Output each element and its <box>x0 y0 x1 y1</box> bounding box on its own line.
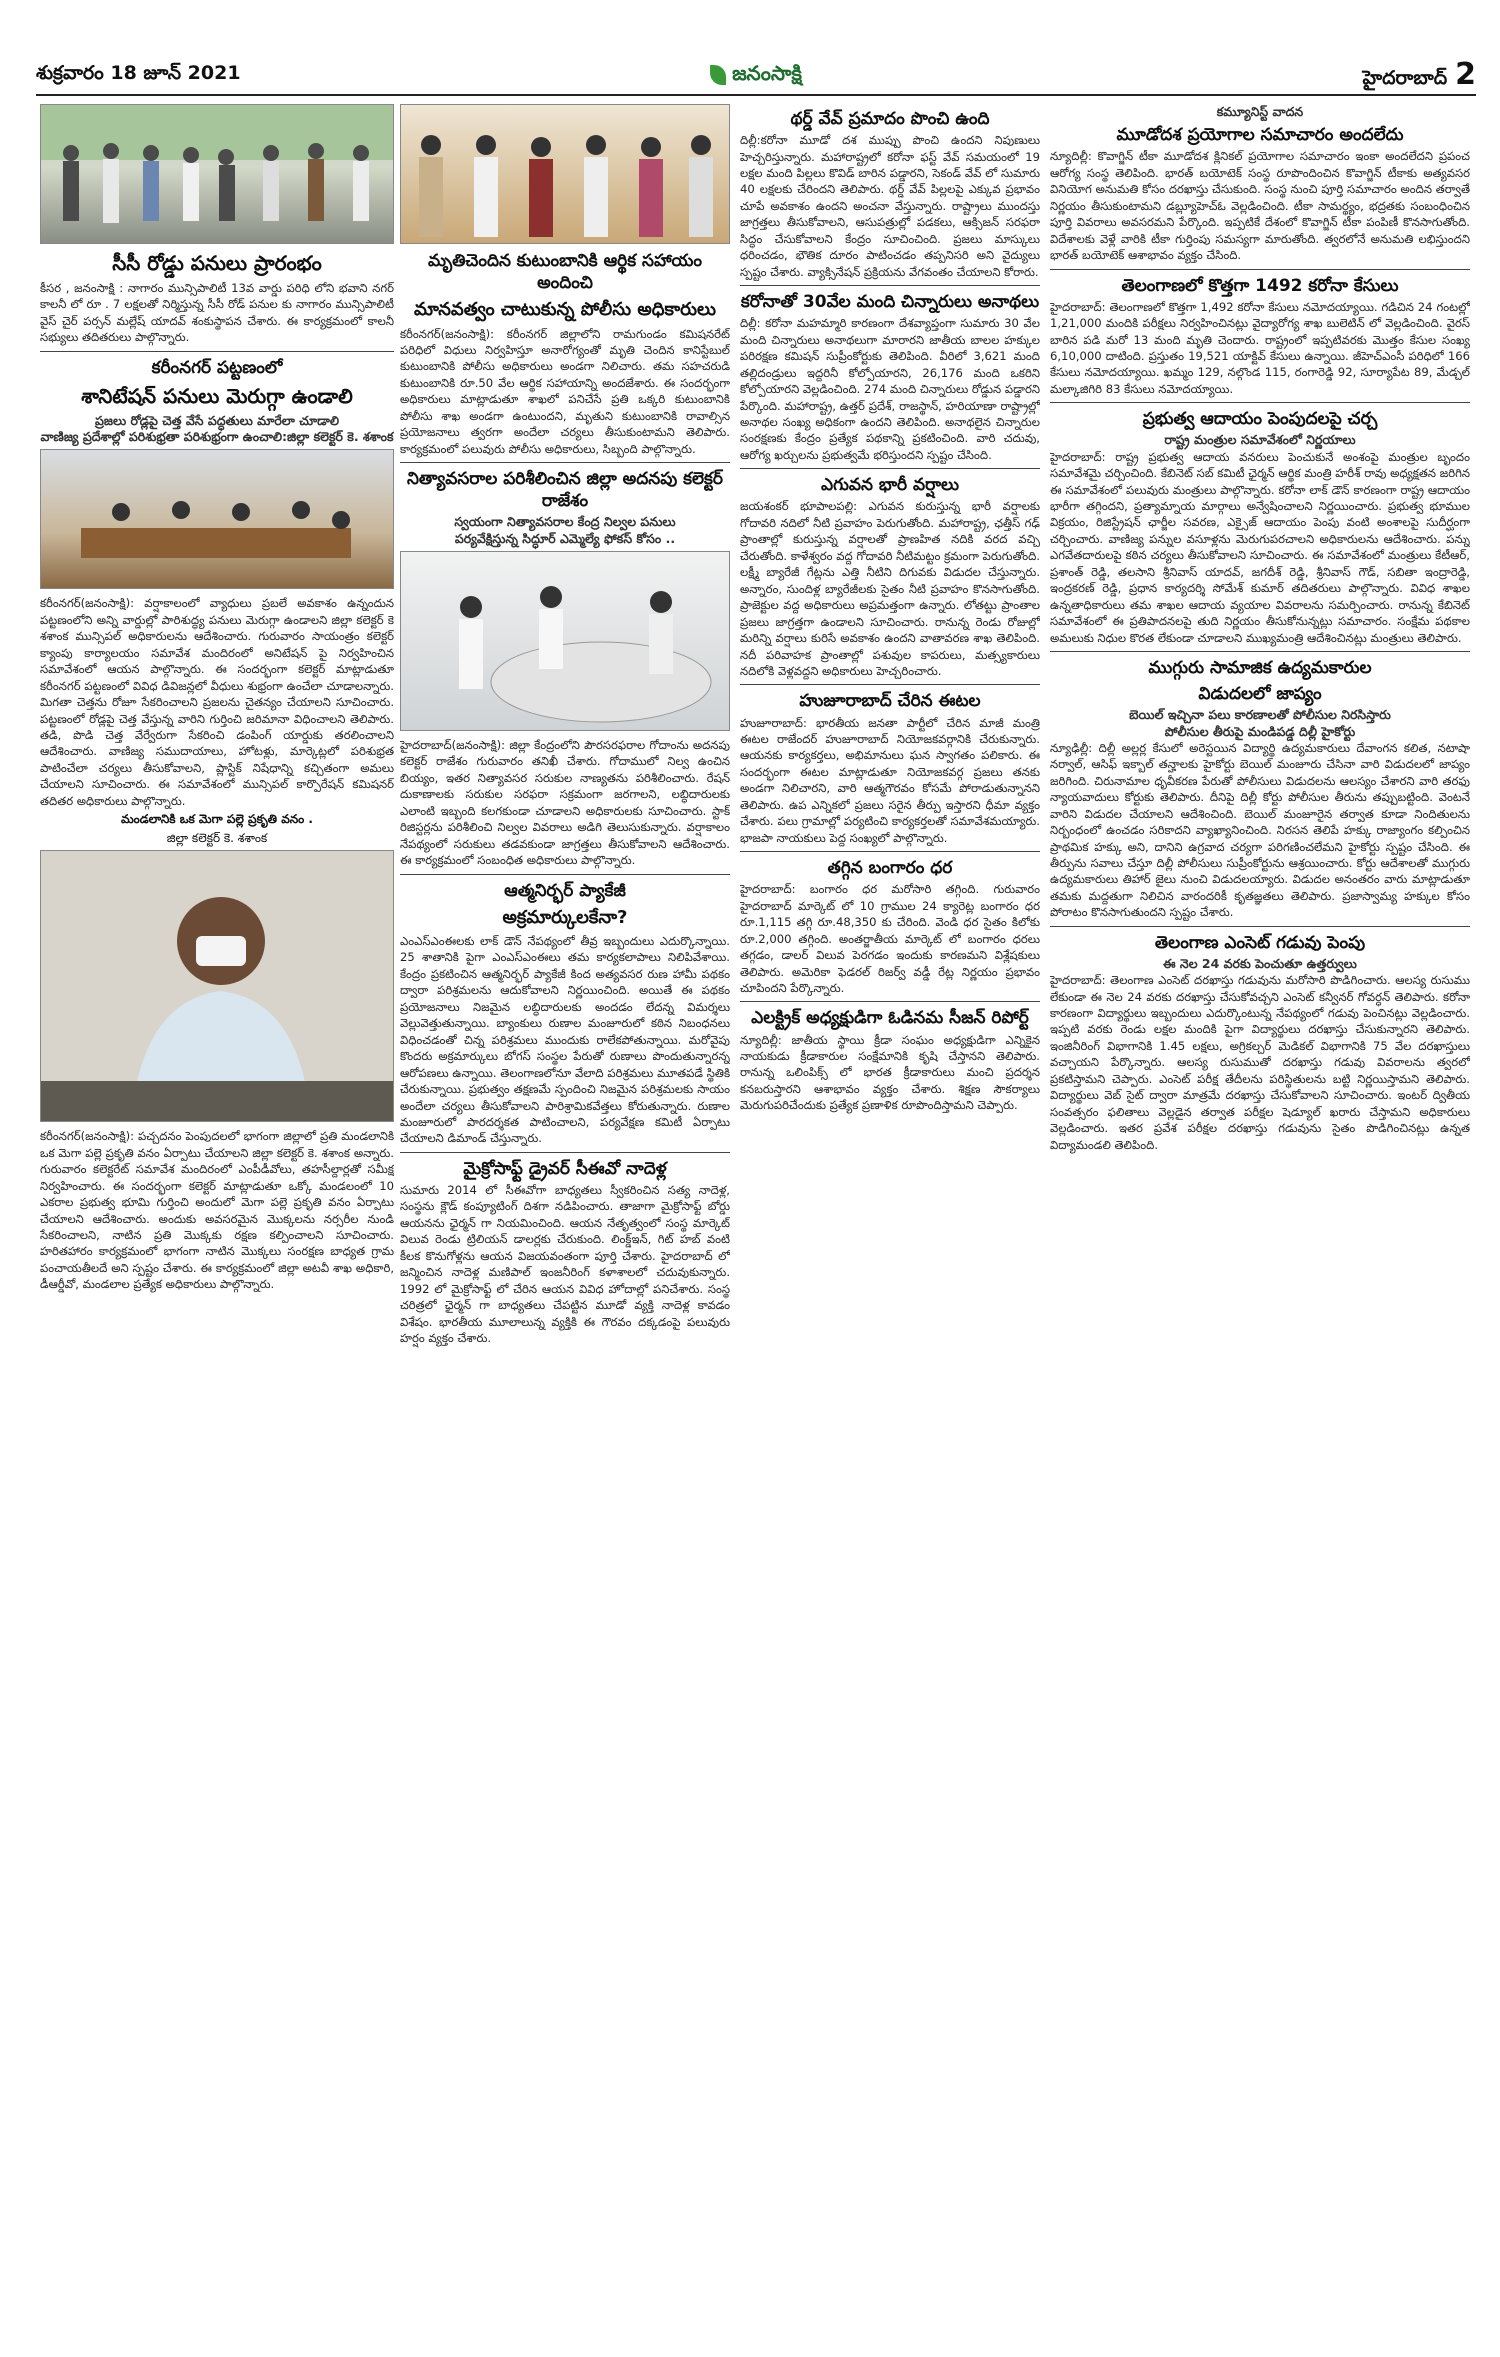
story-orphans: దిల్లీ: కరోనా మహమ్మారి కారణంగా దేశవ్యాప్తంగా సుమారు 30 వేల మంది చిన్నారులు అనాథలుగా మారారని జాతీయ బాలల హక్కుల పరిరక్షణ కమిషన్ సుప్రీంకోర్టుకు తెలిపింది. వీరిలో 3,621 మంది తల్లిదండ్రులు ఇద్దరినీ కోల్పోయారని, 26,176 మంది ఒకరిని కోల్పోయారని వెల్లడించింది. 274 మంది చిన్నారులు రోడ్డున పడ్డారని పేర్కొంది. మహారాష్ట్ర, ఉత్తర్ ప్రదేశ్, రాజస్థాన్, హరియాణా రాష్ట్రాల్లో అనాథల సంఖ్య అధికంగా ఉందని తెలిపింది. అనాథలైన చిన్నారుల సంరక్షణకు కేంద్రం ప్రత్యేక పథకాన్ని ప్రకటించింది. వారి చదువు, ఆరోగ్య ఖర్చులను ప్రభుత్వమే భరిస్తుందని స్పష్టం చేసింది. <box>740 316 1040 462</box>
subhead-sanitation-1: ప్రజలు రోడ్లపై చెత్త వేసే పద్ధతులు మారేలా చూడాలి <box>94 412 340 428</box>
headline-gold: తగ్గిన బంగారం ధర <box>827 858 953 879</box>
headline-eatala: హుజూరాబాద్ చేరిన ఈటల <box>799 691 981 712</box>
sanitation-meeting-photo <box>40 449 394 589</box>
headline-atmanirbhar-2: అక్రమార్కులకేనా? <box>502 906 628 928</box>
headline-essentials: నిత్యావసరాల పరిశీలించిన జిల్లా అదనపు కలెక్టర్ రాజేశం <box>406 469 723 512</box>
road-work-figures <box>41 105 394 244</box>
byline-collector: జిల్లా కలెక్టర్ కె. శశాంక <box>166 831 268 846</box>
header-right <box>1362 57 1476 94</box>
subhead-activists-2: పోలీసుల తీరుపై మండిపడ్డ దిల్లీ హైకోర్టు <box>1164 723 1356 739</box>
subhead-sanitation-2: వాణిజ్య ప్రదేశాల్లో పరిశుభ్రతా పరిశుభ్రంగా ఉంచాలి:జిల్లా కలెక్టర్ కె. శశాంక <box>40 429 394 445</box>
story-eatala: హుజూరాబాద్: భారతీయ జనతా పార్టీలో చేరిన మాజీ మంత్రి ఈటల రాజేందర్ హుజూరాబాద్ నియోజకవర్గానికి చేరుకున్నారు. ఆయనకు కార్యకర్తలు, అభిమానులు ఘన స్వాగతం పలికారు. ఈ సందర్భంగా ఈటల మాట్లాడుతూ నియోజకవర్గ ప్రజలు తనకు అండగా నిలిచారని, వారి ఆత్మగౌరవం కోసమే పోరాడుతున్నానని తెలిపారు. ఉప ఎన్నికలో ప్రజలు సరైన తీర్పు ఇస్తారని ధీమా వ్యక్తం చేశారు. పలు గ్రామాల్లో పర్యటించి కార్యకర్తలతో సమావేశమయ్యారు. భాజపా నాయకులు పెద్ద సంఖ్యలో పాల్గొన్నారు. <box>740 715 1040 845</box>
headline-sanitation: శానిటేషన్ పనులు మెరుగ్గా ఉండాలి <box>81 383 353 408</box>
issue-date: శుక్రవారం 18 జూన్ 2021 <box>36 61 241 84</box>
collector-photo <box>40 850 394 1122</box>
story-atmanirbhar: ఎంఎస్ఎంఈలకు లాక్ డౌన్ నేపథ్యంలో తీవ్ర ఇబ్బందులు ఎదుర్కొన్నాయి. 25 శాతానికి పైగా ఎంఎస్ఎంఈలు తమ కార్యకలాపాలు నిలిపివేశాయి. కేంద్రం ప్రకటించిన ఆత్మనిర్భర్ ప్యాకేజీ కింద అత్యవసర రుణ హామీ పథకం ద్వారా పరిశ్రమలను ఆదుకోవాలని నిర్ణయించింది. అయితే ఈ పథకం ప్రయోజనాలు నిజమైన లబ్ధిదారులకు అందడం లేదన్న విమర్శలు వెల్లువెత్తుతున్నాయి. బ్యాంకులు రుణాల మంజూరులో కఠిన నిబంధనలు విధించడంతో చిన్న పరిశ్రమలు ముందుకు రాలేకపోతున్నాయి. మరోవైపు కొందరు అక్రమార్కులు బోగస్ సంస్థల పేరుతో రుణాలు పొందుతున్నారన్న ఆరోపణలు ఉన్నాయి. తెలంగాణలోనూ వేలాది పరిశ్రమలు మూతపడే స్థితికి చేరుకున్నాయి. ప్రభుత్వం తక్షణమే స్పందించి నిజమైన పరిశ్రమలకు సాయం అందేలా చర్యలు తీసుకోవాలని పారిశ్రామికవేత్తలు కోరుతున్నారు. రుణాల మంజూరులో పారదర్శకత పాటించాలని, పర్యవేక్షణ కమిటీ ఏర్పాటు చేయాలని డిమాండ్ చేస్తున్నారు. <box>400 934 730 1146</box>
story-sports: న్యూదిల్లీ: జాతీయ స్థాయి క్రీడా సంఘం అధ్యక్షుడిగా ఎన్నికైన నాయకుడు క్రీడాకారుల సంక్షేమానికి కృషి చేస్తానని తెలిపారు. రానున్న ఒలింపిక్స్ లో భారత క్రీడాకారులు మంచి ప్రదర్శన కనబరుస్తారని ఆశాభావం వ్యక్తం చేశారు. శిక్షణ సౌకర్యాలు మెరుగుపరిచేందుకు ప్రత్యేక ప్రణాళిక రూపొందిస్తామని చెప్పారు. <box>740 1032 1040 1113</box>
story-covid-cases: హైదరాబాద్: తెలంగాణలో కొత్తగా 1,492 కరోనా కేసులు నమోదయ్యాయి. గడిచిన 24 గంటల్లో 1,21,000 మందికి పరీక్షలు నిర్వహించినట్లు వైద్యారోగ్య శాఖ బులెటిన్ లో వెల్లడించింది. వైరస్ బారిన పడి మరో 13 మంది మృతి చెందారు. రాష్ట్రంలో ఇప్పటివరకు మొత్తం కేసుల సంఖ్య 6,10,000 దాటింది. ప్రస్తుతం 19,521 యాక్టివ్ కేసులు ఉన్నాయి. జీహెచ్ఎంసీ పరిధిలో 166 కేసులు నమోదయ్యాయి. ఖమ్మం 129, నల్గొండ 115, రంగారెడ్డి 92, సూర్యాపేట 89, మేడ్చల్ మల్కాజిగిరి 83 కేసులు నమోదయ్యాయి. <box>1050 299 1470 396</box>
headline-third-wave: థర్డ్ వేవ్ ప్రమాదం పొంచి ఉంది <box>790 109 990 129</box>
kicker-covaxin: కమ్యూనిస్ట్ వాదన <box>1216 104 1304 119</box>
subhead-activists-1: బెయిల్ ఇచ్చినా పలు కారణాలతో పోలీసుల నిరసిస్తారు <box>1129 707 1391 723</box>
headline-sports: ఎలక్ట్రిక్ అధ్యక్షుడిగా ఓడినమ సీజన్ రిపోర్ట్ <box>751 1008 1029 1029</box>
headline-karimnagar: కరీంనగర్ పట్టణంలో <box>151 357 283 378</box>
headline-covaxin: మూడోదశ ప్రయోగాల సమాచారం అందలేదు <box>1116 125 1404 146</box>
story-police-aid: కరీంనగర్(జనంసాక్షి): కరీంనగర్ జిల్లాలోని రామగుండం కమిషనరేట్ పరిధిలో విధులు నిర్వహిస్తూ అనారోగ్యంతో మృతి చెందిన కానిస్టేబుల్ కుటుంబానికి పోలీసు అధికారులు అండగా నిలిచారు. తమ సహచరుడి కుటుంబానికి రూ.50 వేల ఆర్థిక సహాయాన్ని అందజేశారు. ఈ సందర్భంగా అధికారులు మాట్లాడుతూ శాఖలో పనిచేసే ప్రతి ఒక్కరి కుటుంబానికి పోలీసు శాఖ అండగా ఉంటుందని, మృతుని కుటుంబానికి రావాల్సిన ప్రయోజనాలు త్వరగా అందేలా చర్యలు తీసుకుంటామని తెలిపారు. కార్యక్రమంలో పలువురు పోలీసు అధికారులు, సిబ్బంది పాల్గొన్నారు. <box>400 326 730 456</box>
headline-police-humanity: మానవత్వం చాటుకున్న పోలీసు అధికారులు <box>414 299 716 321</box>
leaf-icon <box>710 65 726 85</box>
godown-photo <box>400 551 730 731</box>
headline-mega-park: మండలానికి ఒక మెగా పల్లె ప్రకృతి వనం . <box>120 812 313 827</box>
subhead-eamcet: ఈ నెల 24 వరకు పెంచుతూ ఉత్తర్వులు <box>1163 955 1357 971</box>
story-activists: న్యూఢిల్లీ: దిల్లీ అల్లర్ల కేసులో అరెస్టయిన విద్యార్థి ఉద్యమకారులు దేవాంగన కలిత, నటాషా నర్వాల్, ఆసిఫ్ ఇక్బాల్ తన్హాలకు హైకోర్టు బెయిల్ మంజూరు చేసినా వారి విడుదలలో జాప్యం జరిగింది. చిరునామాల ధృవీకరణ పేరుతో పోలీసులు విడుదలను ఆలస్యం చేశారని వారి తరఫు న్యాయవాదులు కోర్టుకు తెలిపారు. దీనిపై దిల్లీ కోర్టు పోలీసుల తీరును తప్పుబట్టింది. వెంటనే వారిని విడుదల చేయాలని ఆదేశించింది. బెయిల్ మంజూరైన తర్వాత కూడా నిందితులను నిర్బంధంలో ఉంచడం సరికాదని వ్యాఖ్యానించింది. నిరసన తెలిపే హక్కు రాజ్యాంగం కల్పించిన ప్రాథమిక హక్కు అని, దానిని ఉగ్రవాద చర్యగా పరిగణించలేమని హైకోర్టు స్పష్టం చేసింది. ఈ తీర్పును సవాలు చేస్తూ దిల్లీ పోలీసులు సుప్రీంకోర్టును ఆశ్రయించారు. కోర్టు ఆదేశాలతో ముగ్గురు ఉద్యమకారులు తిహార్ జైలు నుంచి విడుదలయ్యారు. విడుదల అనంతరం వారు మాట్లాడుతూ తమకు మద్దతుగా నిలిచిన వారందరికీ కృతజ్ఞతలు తెలిపారు. ప్రజాస్వామ్య హక్కుల కోసం పోరాటం కొనసాగుతుందని స్పష్టం చేశారు. <box>1050 740 1470 920</box>
page-number: 2 <box>1455 56 1476 92</box>
headline-activists: ముగ్గురు సామాజిక ఉద్యమకారుల <box>1148 658 1372 679</box>
masthead-title: జనంసాక్షి <box>732 60 802 85</box>
subhead-essentials-2: పర్యవేక్షిస్తున్న సిద్ధూర్ ఎమ్మెల్యే ఫోకస్ కోసం .. <box>454 530 676 546</box>
meeting-table-graphic <box>41 450 394 589</box>
headline-cc-road: సీసీ రోడ్డు పనులు ప్రారంభం <box>112 251 322 275</box>
police-aid-figures <box>401 105 730 244</box>
headline-nadella: మైక్రోసాఫ్ట్ డ్రైవర్ సీఈవో నాదెళ్ల <box>463 1158 667 1179</box>
story-essentials: హైదరాబాద్(జనంసాక్షి): జిల్లా కేంద్రంలోని పౌరసరఫరాల గోదాంను అదనపు కలెక్టర్ రాజేశం గురువారం తనిఖీ చేశారు. గోదాములో నిల్వ ఉంచిన బియ్యం, ఇతర నిత్యావసర సరుకుల నాణ్యతను పరిశీలించారు. రేషన్ దుకాణాలకు సరుకుల సరఫరా సక్రమంగా జరగాలని, లబ్ధిదారులకు ఎలాంటి ఇబ్బంది కలగకుండా చూడాలని అధికారులకు సూచించారు. స్టాక్ రిజిస్టర్లను పరిశీలించి నిల్వల వివరాలు అడిగి తెలుసుకున్నారు. వర్షాకాలం నేపథ్యంలో సరుకులు తడవకుండా జాగ్రత్తలు తీసుకోవాలని ఆదేశించారు. ఈ కార్యక్రమంలో సంబంధిత అధికారులు పాల్గొన్నారు. <box>400 737 730 868</box>
headline-revenue: ప్రభుత్వ ఆదాయం పెంపుదలపై చర్చ <box>1142 409 1378 430</box>
story-eamcet: హైదరాబాద్: తెలంగాణ ఎంసెట్ దరఖాస్తు గడువును మరోసారి పొడిగించారు. ఆలస్య రుసుము లేకుండా ఈ నెల 24 వరకు దరఖాస్తు చేసుకోవచ్చని ఎంసెట్ కన్వీనర్ గోవర్ధన్ తెలిపారు. కరోనా కారణంగా విద్యార్థులు ఇబ్బందులు ఎదుర్కొంటున్న నేపథ్యంలో గడువు పెంచినట్లు వెల్లడించారు. ఇప్పటి వరకు రెండు లక్షల మందికి పైగా విద్యార్థులు దరఖాస్తు చేసుకున్నారని తెలిపారు. ఇంజినీరింగ్ విభాగానికి 1.45 లక్షలు, అగ్రికల్చర్ మెడికల్ విభాగానికి 75 వేల దరఖాస్తులు వచ్చాయని పేర్కొన్నారు. ఆలస్య రుసుముతో దరఖాస్తు గడువు వివరాలను త్వరలో ప్రకటిస్తామని చెప్పారు. ఎంసెట్ పరీక్ష తేదీలను పరిస్థితులను బట్టి నిర్ణయిస్తామని తెలిపారు. విద్యార్థులు వెబ్ సైట్ ద్వారా మాత్రమే దరఖాస్తు చేసుకోవాలని సూచించారు. ఇంటర్ ద్వితీయ సంవత్సరం ఫలితాలు వెల్లడైన తర్వాత పరీక్షల షెడ్యూల్ ఖరారు చేస్తామని అధికారులు వెల్లడించారు. ఇతర ప్రవేశ పరీక్షల దరఖాస్తు గడువును సైతం పొడిగించినట్లు ఉన్నత విద్యామండలి తెలిపింది. <box>1050 973 1470 1152</box>
column-2 <box>400 104 730 2354</box>
headline-rains: ఎగువన భారీ వర్షాలు <box>821 475 959 496</box>
story-gold: హైదరాబాద్: బంగారం ధర మరోసారి తగ్గింది. గురువారం హైదరాబాద్ మార్కెట్ లో 10 గ్రాముల 24 క్యారెట్ల బంగారం ధర రూ.1,115 తగ్గి రూ.48,350 కు చేరింది. వెండి ధర సైతం కిలోకు రూ.2,000 తగ్గింది. అంతర్జాతీయ మార్కెట్ లో బంగారం ధరలు తగ్గడం, డాలర్ విలువ పెరగడం ఇందుకు కారణమని విశ్లేషకులు తెలిపారు. అమెరికా ఫెడరల్ రిజర్వ్ వడ్డీ రేట్ల నిర్ణయం ప్రభావం చూపిందని పేర్కొన్నారు. <box>740 882 1040 995</box>
headline-covid-cases: తెలంగాణలో కొత్తగా 1492 కరోనా కేసులు <box>1121 275 1399 296</box>
story-covaxin: న్యూదిల్లీ: కొవాగ్జిన్ టీకా మూడోదశ క్లినికల్ ప్రయోగాల సమాచారం ఇంకా అందలేదని ప్రపంచ ఆరోగ్య సంస్థ తెలిపింది. భారత్ బయోటెక్ సంస్థ రూపొందించిన కొవాగ్జిన్ టీకాకు అత్యవసర వినియోగ అనుమతి కోసం దరఖాస్తు చేసుకుంది. సంస్థ నుంచి పూర్తి సమాచారం అందిన తర్వాతే నిర్ణయం తీసుకుంటామని డబ్ల్యూహెచ్ఓ వెల్లడించింది. టీకా సామర్థ్యం, భద్రతకు సంబంధించిన పూర్తి వివరాలు అవసరమని పేర్కొంది. ఇప్పటికే దేశంలో కొవాగ్జిన్ టీకా పంపిణీ కొనసాగుతోంది. విదేశాలకు వెళ్లే వారికి టీకా గుర్తింపు సమస్యగా మారుతోంది. త్వరలోనే అనుమతి లభిస్తుందని భారత్ బయోటెక్ ఆశాభావం వ్యక్తం చేసింది. <box>1050 149 1470 263</box>
story-sanitation: కరీంనగర్(జనంసాక్షి): వర్షాకాలంలో వ్యాధులు ప్రబలే అవకాశం ఉన్నందున పట్టణంలోని అన్ని వార్డుల్లో పారిశుద్ధ్య పనులు మెరుగ్గా ఉండాలని జిల్లా కలెక్టర్ కె శశాంక మున్సిపల్ అధికారులను ఆదేశించారు. గురువారం సాయంత్రం కలెక్టర్ క్యాంపు కార్యాలయం సమావేశ మందిరంలో అనిటేషన్ పై నిర్వహించిన సమావేశంలో ఆయన పాల్గొన్నారు. ఈ సందర్భంగా కలెక్టర్ మాట్లాడుతూ కరీంనగర్ పట్టణంలో వివిధ డివిజన్లలో వీధులు శుభ్రంగా ఉంచేలా చూడాలన్నారు. మిగతా చెత్తను రోజూ సేకరించాలని ప్రజలను చైతన్యం చేయాలని సూచించారు. పట్టణంలో రోడ్లపై చెత్త వేస్తున్న వారిని గుర్తించి జరిమానా విధించాలని తెలిపారు. తడి, పొడి చెత్త వేర్వేరుగా సేకరించి డంపింగ్ యార్డుకు తరలించాలని ఆదేశించారు. వాణిజ్య సముదాయాలు, హోటళ్లు, మార్కెట్లలో పరిశుభ్రత పాటించేలా చర్యలు తీసుకోవాలని, ప్లాస్టిక్ నిషేధాన్ని కచ్చితంగా అమలు చేయాలని సూచించారు. ఈ సమావేశంలో మున్సిపల్ కార్పొరేషన్ కమిషనర్ తదితర అధికారులు పాల్గొన్నారు. <box>40 596 394 808</box>
police-aid-photo <box>400 104 730 244</box>
collector-portrait <box>41 851 394 1122</box>
story-nadella: సుమారు 2014 లో సీఈవోగా బాధ్యతలు స్వీకరించిన సత్య నాదెళ్ల, సంస్థను క్లౌడ్ కంప్యూటింగ్ దిశగా నడిపించారు. తాజాగా మైక్రోసాఫ్ట్ బోర్డు ఆయనను ఛైర్మన్ గా నియమించింది. ఆయన నేతృత్వంలో సంస్థ మార్కెట్ విలువ రెండు ట్రిలియన్ డాలర్లకు చేరుకుంది. లింక్డ్ఇన్, గిట్ హబ్ వంటి కీలక కొనుగోళ్లను ఆయన విజయవంతంగా పూర్తి చేశారు. హైదరాబాద్ లో జన్మించిన నాదెళ్ల మణిపాల్ ఇంజనీరింగ్ కళాశాలలో చదువుకున్నారు. 1992 లో మైక్రోసాఫ్ట్ లో చేరిన ఆయన వివిధ హోదాల్లో పనిచేశారు. సంస్థ చరిత్రలో ఛైర్మన్ గా బాధ్యతలు చేపట్టిన మూడో వ్యక్తి నాదెళ్ల కావడం విశేషం. భారతీయ మూలాలున్న వ్యక్తికి ఈ గౌరవం దక్కడంపై పలువురు హర్షం వ్యక్తం చేశారు. <box>400 1182 730 1346</box>
edition-city: హైదరాబాద్ <box>1362 66 1448 89</box>
story-third-wave: దిల్లీ:కరోనా మూడో దశ ముప్పు పొంచి ఉందని నిపుణులు హెచ్చరిస్తున్నారు. మహారాష్ట్రలో కరోనా ఫస్ట్ వేవ్ సమయంలో 19 లక్షల మంది పిల్లలు కొవిడ్ బారిన పడ్డారని, సెకండ్ వేవ్ లో సుమారు 40 లక్షలకు చేరిందని తెలిపారు. థర్డ్ వేవ్ పిల్లలపై ఎక్కువ ప్రభావం చూపే అవకాశం ఉందని అంచనా వేస్తున్నారు. రాష్ట్రాలు ముందస్తు జాగ్రత్తలు తీసుకోవాలని, ఆసుపత్రుల్లో పడకలు, ఆక్సిజన్ సరఫరా సిద్ధం చేసుకోవాలని కేంద్రం సూచించింది. ప్రజలు మాస్కులు ధరించడం, భౌతిక దూరం పాటించడం తప్పనిసరి అని వైద్యులు స్పష్టం చేశారు. వ్యాక్సినేషన్ ప్రక్రియను వేగవంతం చేయాలని కోరారు. <box>740 133 1040 279</box>
godown-graphic <box>401 552 730 731</box>
subhead-essentials-1: స్వయంగా నిత్యావసరాల కేంద్ర నిల్వల పనులు <box>454 514 676 530</box>
headline-orphans: కరోనాతో 30వేల మంది చిన్నారులు అనాథలు <box>740 292 1040 313</box>
subhead-revenue: రాష్ట్ర మంత్రుల సమావేశంలో నిర్ణయాలు <box>1164 432 1356 448</box>
headline-eamcet: తెలంగాణ ఎంసెట్ గడువు పెంపు <box>1154 932 1366 953</box>
column-1 <box>40 104 394 2354</box>
column-3 <box>740 104 1040 2354</box>
headline-atmanirbhar: ఆత్మనిర్భర్ ప్యాకేజీ <box>504 880 626 901</box>
road-work-photo <box>40 104 394 244</box>
headline-police-aid: మృతిచెందిన కుటుంబానికి ఆర్థిక సహాయం అందించి <box>427 251 703 294</box>
story-revenue: హైదరాబాద్: రాష్ట్ర ప్రభుత్వ ఆదాయ వనరులు పెంచుకునే అంశంపై మంత్రుల బృందం సమావేశమై చర్చించింది. కేబినెట్ సబ్ కమిటీ ఛైర్మన్ ఆర్థిక మంత్రి హరీశ్ రావు అధ్యక్షతన జరిగిన ఈ సమావేశంలో పలువురు మంత్రులు పాల్గొన్నారు. కరోనా లాక్ డౌన్ కారణంగా రాష్ట్ర ఆదాయం భారీగా తగ్గిందని, ప్రత్యామ్నాయ మార్గాలు అన్వేషించాలని నిర్ణయించారు. ప్రభుత్వ భూముల విక్రయం, రిజిస్ట్రేషన్ ఛార్జీల సవరణ, ఎక్సైజ్ ఆదాయం పెంపు వంటి అంశాలపై సుదీర్ఘంగా చర్చించారు. వాణిజ్య పన్నుల వసూళ్లను మెరుగుపరచాలని అధికారులను ఆదేశించారు. పన్ను ఎగవేతదారులపై కఠిన చర్యలు తీసుకోవాలని సూచించారు. ఈ సమావేశంలో మంత్రులు కేటీఆర్, ప్రశాంత్ రెడ్డి, తలసాని శ్రీనివాస్ యాదవ్, జగదీశ్ రెడ్డి, శ్రీనివాస్ గౌడ్, సబితా ఇంద్రారెడ్డి, ఇంద్రకరణ్ రెడ్డి, ప్రధాన కార్యదర్శి సోమేశ్ కుమార్ తదితరులు పాల్గొన్నారు. వివిధ శాఖల ఉన్నతాధికారులు తమ శాఖల ఆదాయ వ్యయాల వివరాలను సమర్పించారు. రానున్న కేబినెట్ సమావేశంలో ఈ ప్రతిపాదనలపై తుది నిర్ణయం తీసుకోనున్నట్లు సమాచారం. సంక్షేమ పథకాల అమలుకు నిధుల కొరత లేకుండా చూడాలని ముఖ్యమంత్రి ఆదేశించినట్లు మంత్రులు తెలిపారు. <box>1050 449 1470 645</box>
story-rains: జయశంకర్ భూపాలపల్లి: ఎగువన కురుస్తున్న భారీ వర్షాలకు గోదావరి నదిలో నీటి ప్రవాహం పెరుగుతోంది. మహారాష్ట్ర, ఛత్తీస్ గఢ్ ప్రాంతాల్లో కురుస్తున్న వర్షాలతో ప్రాణహిత నదికి వరద వచ్చి చేరుతోంది. కాళేశ్వరం వద్ద గోదావరి నీటిమట్టం క్రమంగా పెరుగుతోంది. లక్ష్మీ బ్యారేజీ గేట్లను ఎత్తి నీటిని దిగువకు విడుదల చేస్తున్నారు. అన్నారం, సుందిళ్ల బ్యారేజీలకు సైతం నీటి ప్రవాహం కొనసాగుతోంది. ప్రాజెక్టుల వద్ద అధికారులు అప్రమత్తంగా ఉన్నారు. లోతట్టు ప్రాంతాల ప్రజలు జాగ్రత్తగా ఉండాలని సూచించారు. రానున్న రెండు రోజుల్లో మరిన్ని వర్షాలు కురిసే అవకాశం ఉందని వాతావరణ శాఖ తెలిపింది. నదీ పరివాహక ప్రాంతాల్లో పశువుల కాపరులు, మత్స్యకారులు నదిలోకి వెళ్లవద్దని అధికారులు హెచ్చరించారు. <box>740 499 1040 678</box>
page-header <box>36 56 1476 96</box>
story-mega-park: కరీంనగర్(జనంసాక్షి): పచ్చదనం పెంపుదలలో భాగంగా జిల్లాలో ప్రతి మండలానికి ఒక మెగా పల్లె ప్రకృతి వనం ఏర్పాటు చేయాలని జిల్లా కలెక్టర్ కె. శశాంక అన్నారు. గురువారం కలెక్టరేట్ సమావేశ మందిరంలో ఎంపీడీవోలు, తహసీల్దార్లతో సమీక్ష నిర్వహించారు. ఈ సందర్భంగా కలెక్టర్ మాట్లాడుతూ ఒక్కో మండలంలో 10 ఎకరాల ప్రభుత్వ భూమి గుర్తించి అందులో మెగా పల్లె ప్రకృతి వనం ఏర్పాటు చేయాలని ఆదేశించారు. అందుకు అవసరమైన మొక్కలను నర్సరీల నుండి సేకరించాలని, నాటిన ప్రతి మొక్కకు రక్షణ కల్పించాలని సూచించారు. హరితహారం కార్యక్రమంలో భాగంగా నాటిన మొక్కలు సంరక్షణ బాధ్యత గ్రామ పంచాయతీలదే అని స్పష్టం చేశారు. ఈ కార్యక్రమంలో జిల్లా అటవీ శాఖ అధికారి, డీఆర్డీవో, మండలాల ప్రత్యేక అధికారులు పాల్గొన్నారు. <box>40 1129 394 1292</box>
column-4 <box>1050 104 1470 2354</box>
headline-activists-2: విడుదలలో జాప్యం <box>1198 684 1322 705</box>
masthead-logo <box>710 61 802 90</box>
story-cc-road: కీసర , జనంసాక్షి : నాగారం మున్సిపాలిటీ 13వ వార్డు పరిధి లోని భవాని నగర్ కాలనీ లో రూ . 7 లక్షలతో నిర్మిస్తున్న సీసీ రోడ్ పనుల కు నాగారం మున్సిపాలిటీ వైస్ చైర్ పర్సన్ మల్లేష్ యాదవ్ శంకుస్థాపన చేశారు. ఈ కార్యక్రమంలో కాలనీ సభ్యులు తదితరులు పాల్గొన్నారు. <box>40 281 394 345</box>
